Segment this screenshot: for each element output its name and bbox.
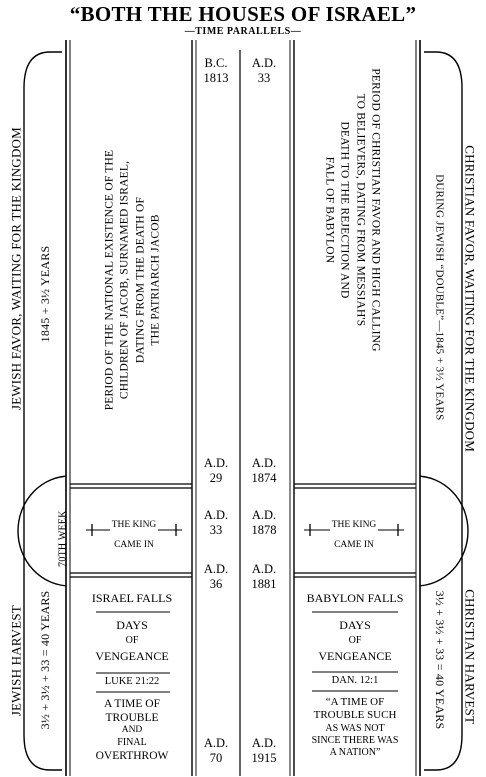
christian-favor-label: CHRISTIAN FAVOR, WAITING FOR THE KINGDOM	[462, 145, 478, 453]
christian-harvest-label: CHRISTIAN HARVEST	[462, 589, 478, 725]
date-ad-1874: A.D. 1874	[251, 456, 277, 485]
christian-period-text: PERIOD OF CHRISTIAN FAVOR AND HIGH CALLING TO BELIEVERS, DATING FROM MESSIAH'S DEATH TO THE REJECTION AND FALL OF BABYLON	[323, 68, 382, 352]
page-subtitle: —TIME PARALLELS—	[184, 26, 302, 37]
jewish-favor-years: 1845 + 3½ YEARS	[38, 245, 53, 343]
jewish-harvest-years: 3½ + 3½ + 33 = 40 YEARS	[38, 590, 53, 730]
date-ad-36: A.D. 36	[203, 562, 229, 591]
date-ad-1915: A.D. 1915	[251, 736, 277, 765]
daniel-reference: DAN. 12:1	[331, 675, 379, 686]
luke-reference: LUKE 21:22	[104, 676, 160, 687]
king-came-in-left: THE KING CAME IN	[98, 516, 170, 556]
jewish-time-of-trouble: A TIME OF TROUBLE AND FINAL OVERTHROW	[95, 698, 169, 762]
jewish-harvest-label: JEWISH HARVEST	[8, 605, 24, 717]
jewish-days-of-vengeance: DAYS OF VENGEANCE	[95, 618, 169, 664]
christian-harvest-years: 3½ + 3½ + 33 = 40 YEARS	[432, 590, 447, 730]
king-came-in-right: THE KING CAME IN	[316, 516, 392, 556]
christian-favor-years: DURING JEWISH “DOUBLE”—1845 + 3½ YEARS	[433, 174, 446, 421]
date-ad-1881: A.D. 1881	[251, 562, 277, 591]
christian-time-of-trouble: “A TIME OF TROUBLE SUCH AS WAS NOT SINCE THERE WAS A NATION”	[311, 696, 399, 759]
date-ad-70: A.D. 70	[203, 736, 229, 765]
date-ad-29: A.D. 29	[203, 456, 229, 485]
date-bc-1813: B.C. 1813	[203, 56, 229, 85]
jewish-period-text: PERIOD OF THE NATIONAL EXISTENCE OF THE CHILDREN OF JACOB, SURNAMED ISRAEL, DATING FROM THE DEATH OF THE PATRIARCH JACOB	[103, 149, 162, 411]
babylon-falls: BABYLON FALLS	[306, 591, 404, 605]
date-ad-33: A.D. 33	[203, 508, 229, 537]
date-ad-1878: A.D. 1878	[251, 508, 277, 537]
date-ad-33-top: A.D. 33	[251, 56, 277, 85]
seventieth-week-label: 70TH WEEK	[57, 510, 69, 567]
christian-days-of-vengeance: DAYS OF VENGEANCE	[318, 618, 392, 664]
jewish-favor-label: JEWISH FAVOR, WAITING FOR THE KINGDOM	[8, 127, 24, 411]
israel-falls: ISRAEL FALLS	[91, 591, 173, 605]
page-title: “BOTH THE HOUSES OF ISRAEL”	[69, 2, 417, 26]
